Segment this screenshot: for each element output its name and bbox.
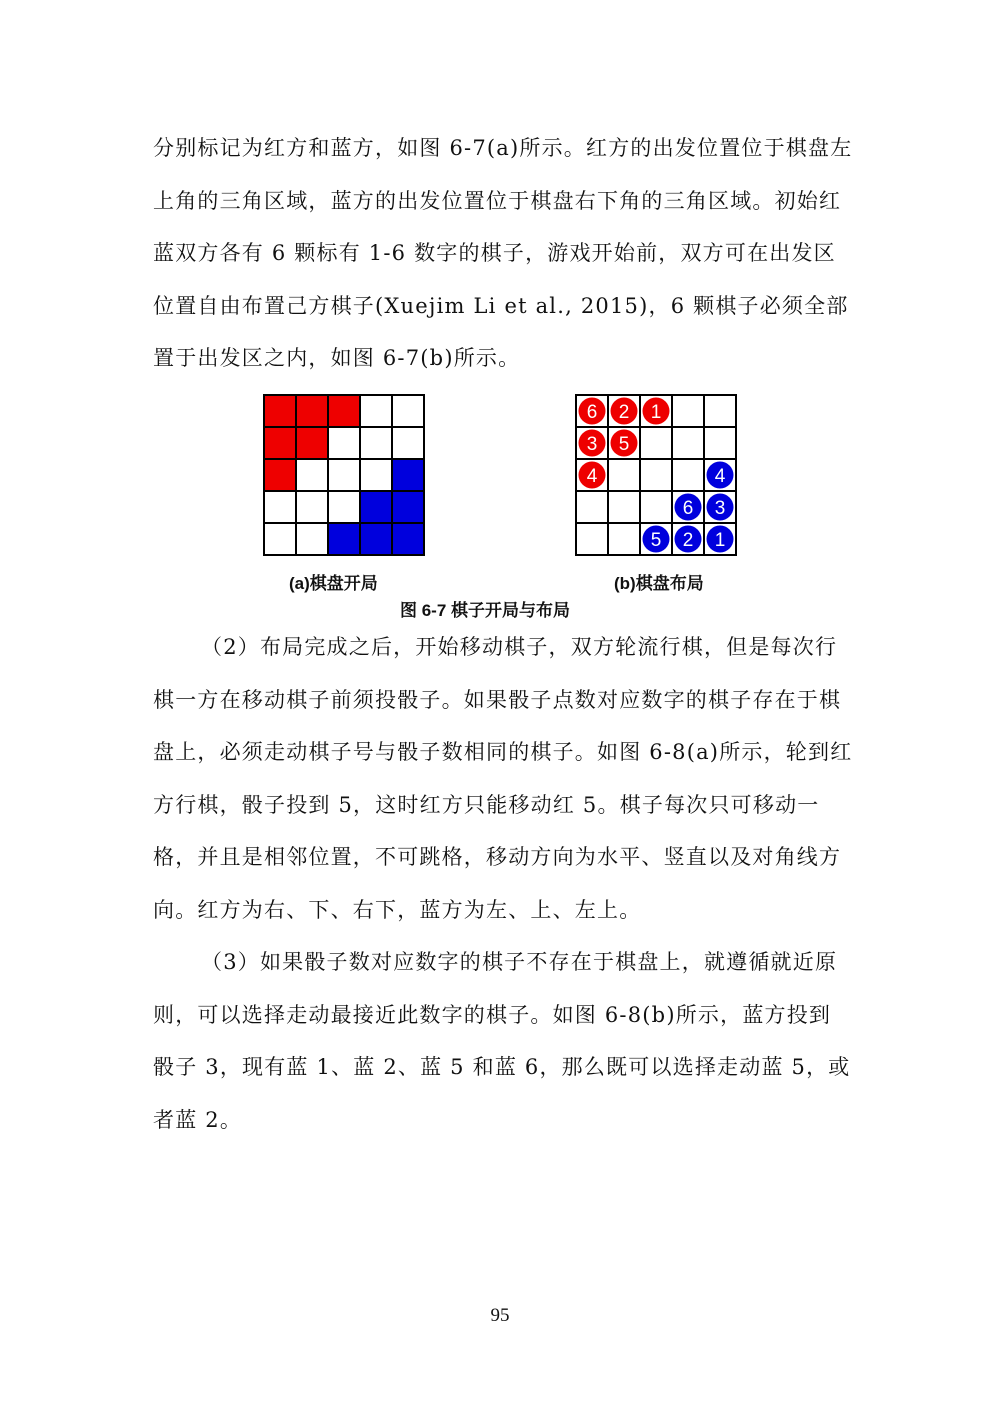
figure-title: 图 6-7 棋子开局与布局 [400, 601, 571, 620]
board-cell [392, 491, 424, 523]
board-cell [392, 395, 424, 427]
board-cell [264, 395, 296, 427]
board-cell [640, 427, 672, 459]
svg-text:3: 3 [714, 498, 726, 519]
svg-text:6: 6 [586, 402, 598, 423]
board-cell [296, 523, 328, 555]
board-cell [296, 459, 328, 491]
board-cell [264, 491, 296, 523]
board-b [574, 393, 739, 558]
board-cell [296, 427, 328, 459]
board-cell [392, 459, 424, 491]
board-cell [296, 491, 328, 523]
board-cell [360, 427, 392, 459]
blue-piece-5 [643, 526, 670, 553]
paragraph-2: （2）布局完成之后，开始移动棋子，双方轮流行棋，但是每次行棋一方在移动棋子前须投骰子。如果骰子点数对应数字的棋子存在于棋盘上，必须走动棋子号与骰子数相同的棋子。如图 6-8(a)所示，轮到红方行棋，骰子投到 5，这时红方只能移动红 5。棋子每次只可移动一格，并且是相邻位置，不可跳格，移动方向为水平、竖直以及对角线方向。红方为右、下、右下，蓝方为左、上、左上。 [153, 635, 853, 922]
svg-text:4: 4 [714, 466, 726, 487]
board-cell [608, 491, 640, 523]
red-piece-4 [579, 462, 606, 489]
page-number: 95 [490, 1305, 510, 1326]
board-cell [328, 491, 360, 523]
svg-text:6: 6 [682, 498, 694, 519]
board-cell [576, 491, 608, 523]
svg-text:5: 5 [618, 434, 630, 455]
caption-b: (b)棋盘布局 [614, 574, 704, 593]
paragraph-1: 分别标记为红方和蓝方，如图 6-7(a)所示。红方的出发位置位于棋盘左上角的三角区域，蓝方的出发位置位于棋盘右下角的三角区域。初始红蓝双方各有 6 颗标有 1-6 数字的棋子，游戏开始前，双方可在出发区位置自由布置己方棋子(Xuejim Li et al., 2015)，6 颗棋子必须全部置于出发区之内，如图 6-7(b)所示。 [153, 136, 853, 370]
red-piece-6 [579, 398, 606, 425]
svg-text:5: 5 [650, 530, 662, 551]
board-cell [640, 491, 672, 523]
board-cell [328, 459, 360, 491]
blue-piece-3 [707, 494, 734, 521]
figure-6-7 [262, 393, 742, 623]
board-cell [264, 459, 296, 491]
blue-piece-4 [707, 462, 734, 489]
board-cell [672, 459, 704, 491]
board-cell [704, 395, 736, 427]
board-cell [360, 459, 392, 491]
board-cell [576, 523, 608, 555]
board-cell [640, 459, 672, 491]
red-piece-5 [611, 430, 638, 457]
board-cell [360, 491, 392, 523]
board-cell [264, 523, 296, 555]
board-cell [608, 459, 640, 491]
blue-piece-6 [675, 494, 702, 521]
red-piece-3 [579, 430, 606, 457]
board-cell [672, 395, 704, 427]
svg-text:1: 1 [714, 530, 726, 551]
blue-piece-2 [675, 526, 702, 553]
red-piece-2 [611, 398, 638, 425]
board-cell [264, 427, 296, 459]
board-cell [608, 523, 640, 555]
board-b-grid [574, 393, 739, 558]
board-cell [392, 523, 424, 555]
svg-text:4: 4 [586, 466, 598, 487]
board-cell [392, 427, 424, 459]
board-cell [328, 523, 360, 555]
blue-piece-1 [707, 526, 734, 553]
board-cell [360, 523, 392, 555]
board-cell [360, 395, 392, 427]
board-a-grid [262, 393, 427, 558]
board-cell [672, 427, 704, 459]
board-cell [704, 427, 736, 459]
board-cell [296, 395, 328, 427]
svg-text:2: 2 [618, 402, 630, 423]
board-cell [328, 395, 360, 427]
caption-a: (a)棋盘开局 [289, 574, 378, 593]
board-a [262, 393, 427, 558]
svg-text:3: 3 [586, 434, 598, 455]
paragraph-3: （3）如果骰子数对应数字的棋子不存在于棋盘上，就遵循就近原则，可以选择走动最接近此数字的棋子。如图 6-8(b)所示，蓝方投到骰子 3，现有蓝 1、蓝 2、蓝 5 和蓝 6，那么既可以选择走动蓝 5，或者蓝 2。 [153, 950, 851, 1132]
svg-text:2: 2 [682, 530, 694, 551]
red-piece-1 [643, 398, 670, 425]
board-cell [328, 427, 360, 459]
svg-text:1: 1 [650, 402, 662, 423]
